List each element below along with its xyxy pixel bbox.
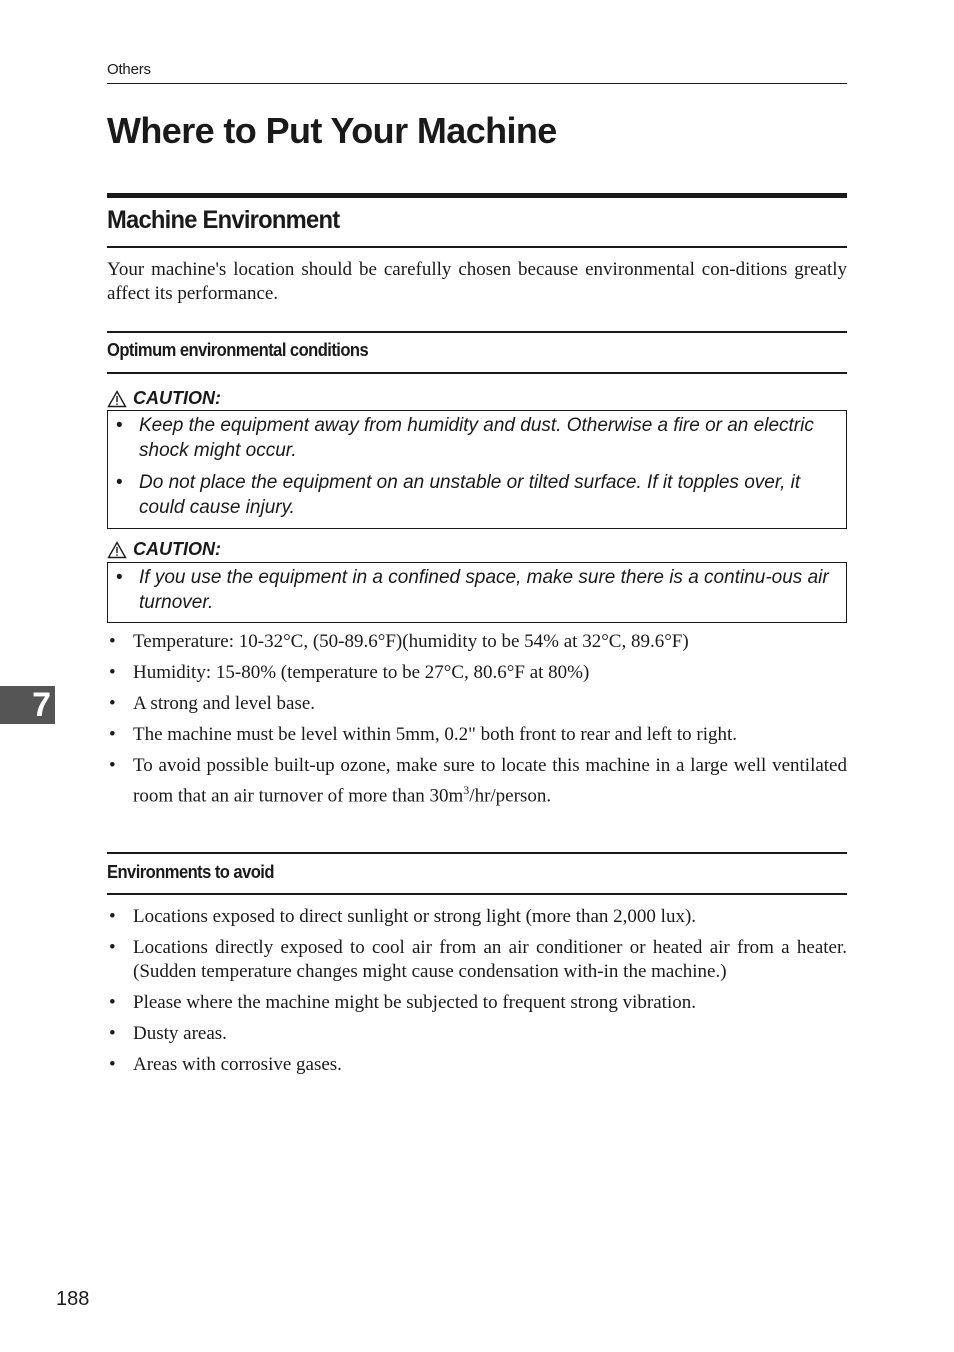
list-item	[107, 661, 847, 685]
subsection-rule-bottom	[107, 372, 847, 374]
optimum-conditions-list	[107, 630, 847, 815]
superscript: 3	[463, 783, 470, 797]
bullet-dot: •	[109, 992, 116, 1013]
bullet-dot: •	[116, 567, 123, 588]
list-item	[107, 723, 847, 747]
list-item	[107, 754, 847, 808]
list-item	[107, 1053, 847, 1077]
bullet-dot: •	[109, 693, 116, 714]
caution-label	[107, 388, 221, 409]
subsection-rule-top	[107, 331, 847, 333]
caution-item-text: Do not place the equipment on an unstable or tilted surface. If it topples over, it could cause injury.	[139, 472, 801, 518]
caution-label-text: CAUTION:	[133, 388, 221, 408]
caution-label	[107, 539, 221, 560]
list-item-text: The machine must be level within 5mm, 0.2" both front to rear and left to right.	[133, 724, 738, 745]
bullet-dot: •	[109, 631, 116, 652]
bullet-dot: •	[109, 755, 116, 776]
bullet-dot: •	[109, 662, 116, 683]
page-number: 188	[56, 1288, 90, 1310]
warning-triangle-icon	[107, 541, 127, 559]
caution-item-text: Keep the equipment away from humidity and dust. Otherwise a fire or an electric shock might occur.	[139, 415, 814, 461]
caution-item	[114, 565, 838, 615]
caution-item-text: If you use the equipment in a confined space, make sure there is a continu-ous air turnover.	[139, 567, 829, 613]
running-head: Others	[107, 61, 151, 78]
bullet-dot: •	[116, 415, 123, 436]
section-rule-top	[107, 193, 847, 198]
list-item-text: Please where the machine might be subjected to frequent strong vibration.	[133, 992, 696, 1013]
caution-item	[114, 413, 838, 463]
list-item-text: Humidity: 15-80% (temperature to be 27°C, 80.6°F at 80%)	[133, 662, 590, 683]
list-item	[107, 1022, 847, 1046]
list-item	[107, 692, 847, 716]
subsection-rule-top	[107, 852, 847, 854]
bullet-dot: •	[116, 472, 123, 493]
list-item-text: A strong and level base.	[133, 693, 316, 714]
warning-triangle-icon	[107, 390, 127, 408]
list-item-suffix: /hr/person.	[469, 785, 552, 807]
list-item-text: Dusty areas.	[133, 1023, 227, 1044]
bullet-dot: •	[109, 906, 116, 927]
intro-paragraph: Your machine's location should be carefully chosen because environmental con-ditions greatly affect its performance.	[107, 259, 847, 304]
list-item	[107, 991, 847, 1015]
list-item-text: Locations exposed to direct sunlight or strong light (more than 2,000 lux).	[133, 906, 697, 927]
list-item	[107, 630, 847, 654]
list-item-text: To avoid possible built-up ozone, make sure to locate this machine in a large well ventilated room that an air turnover of more than 30m	[133, 755, 847, 807]
caution-box	[107, 562, 847, 623]
caution-box	[107, 410, 847, 529]
list-item-text: Areas with corrosive gases.	[133, 1054, 342, 1075]
bullet-dot: •	[109, 1023, 116, 1044]
list-item-text: Temperature: 10-32°C, (50-89.6°F)(humidity to be 54% at 32°C, 89.6°F)	[133, 631, 689, 652]
chapter-tab: 7	[0, 686, 55, 724]
section-rule-bottom	[107, 246, 847, 248]
chapter-title: Where to Put Your Machine	[107, 110, 557, 151]
subsection-title-avoid: Environments to avoid	[107, 862, 274, 882]
subsection-rule-bottom	[107, 893, 847, 895]
caution-item	[114, 470, 838, 520]
subsection-title-optimum: Optimum environmental conditions	[107, 340, 369, 360]
avoid-list	[107, 905, 847, 1084]
bullet-dot: •	[109, 937, 116, 958]
bullet-dot: •	[109, 724, 116, 745]
header-rule	[107, 83, 847, 84]
list-item-text: Locations directly exposed to cool air from an air conditioner or heated air from a heater. (Sudden temperature changes might cause condensation with-in the machine.)	[133, 937, 847, 982]
bullet-dot: •	[109, 1054, 116, 1075]
list-item	[107, 936, 847, 984]
section-title: Machine Environment	[107, 206, 340, 234]
list-item	[107, 905, 847, 929]
caution-label-text: CAUTION:	[133, 539, 221, 559]
